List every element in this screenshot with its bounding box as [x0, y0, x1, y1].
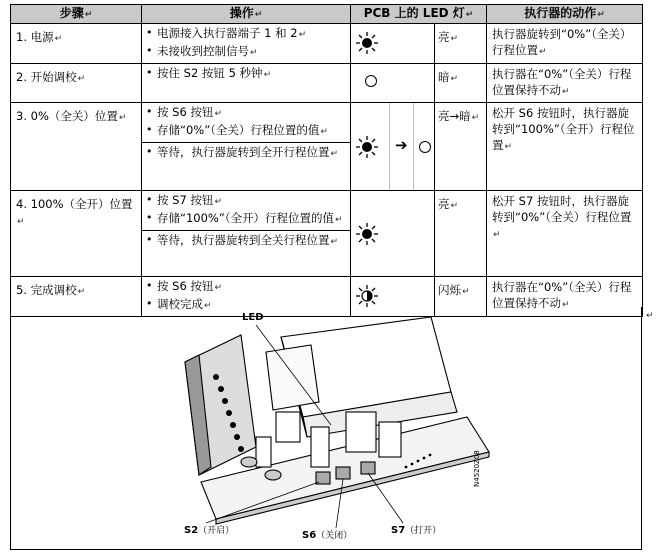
right-arrow-icon: ➔	[395, 136, 408, 154]
led-state: 亮	[438, 197, 450, 211]
table-row	[11, 64, 643, 103]
led-state: 亮	[438, 30, 450, 44]
operation-list	[142, 103, 350, 142]
operation-item: • 按 S7 按钮↵	[146, 192, 346, 210]
led-on-icon	[355, 222, 379, 246]
s2-label: S2（开启）	[184, 525, 235, 536]
header-row	[11, 5, 643, 24]
header-action: 执行器的动作↵	[487, 5, 643, 24]
action-text: 执行器旋转到“0%”（全关）行程位置	[492, 27, 632, 57]
step-label: 2. 开始调校	[16, 70, 77, 84]
operation-list	[142, 64, 350, 85]
led-state-cell: 闪烁↵	[435, 277, 487, 317]
pcb-illustration	[11, 307, 643, 550]
table-row	[11, 103, 643, 191]
led-state-cell: 亮↵	[435, 24, 487, 64]
calibration-steps-table	[10, 4, 643, 317]
table-body	[11, 24, 643, 317]
table-row	[11, 191, 643, 277]
led-off-icon	[419, 141, 431, 153]
operation-list	[142, 230, 350, 252]
led-state: 暗	[438, 70, 450, 84]
led-state-cell: 亮→暗↵	[435, 103, 487, 191]
step-cell: 5. 完成调校↵	[11, 277, 142, 317]
led-on-icon	[355, 31, 379, 55]
action-text: 执行器在“0%”（全关）行程位置保持不动	[492, 67, 632, 97]
figure-code: N4520Z08	[473, 450, 481, 487]
led-blink-icon	[355, 284, 379, 308]
action-cell: 执行器在“0%”（全关）行程位置保持不动↵	[487, 277, 643, 317]
operation-item: • 按 S6 按钮↵	[146, 278, 346, 296]
operation-item: • 存储“100%”（全开）行程位置的值↵	[146, 210, 346, 228]
pcb-figure	[10, 307, 642, 550]
operation-list	[142, 191, 350, 230]
operation-item: • 未接收到控制信号↵	[146, 43, 346, 61]
led-cell	[351, 191, 435, 277]
header-operation: 操作↵	[142, 5, 351, 24]
led-on-icon	[355, 135, 379, 159]
step-label: 5. 完成调校	[16, 283, 77, 297]
operation-cell	[142, 64, 351, 103]
operation-item: • 调校完成↵	[146, 296, 346, 314]
operation-item: • 电源接入执行器端子 1 和 2↵	[146, 25, 346, 43]
action-text: 松开 S6 按钮时，执行器旋转到“100%”（全开）行程位置	[492, 106, 635, 152]
step-cell: 2. 开始调校↵	[11, 64, 142, 103]
led-label: LED	[242, 312, 264, 323]
operation-item: • 等待，执行器旋转到全开行程位置↵	[146, 144, 346, 162]
header-led: PCB 上的 LED 灯↵	[351, 5, 487, 24]
led-cell	[351, 64, 435, 103]
table-row	[11, 24, 643, 64]
led-state-cell: 暗↵	[435, 64, 487, 103]
operation-list	[142, 142, 350, 164]
paragraph-mark: ↵	[646, 311, 654, 321]
led-state: 亮→暗	[438, 109, 471, 123]
action-text: 执行器在“0%”（全关）行程位置保持不动	[492, 280, 632, 310]
header-step: 步骤↵	[11, 5, 142, 24]
operation-list	[142, 24, 350, 63]
action-text: 松开 S7 按钮时，执行器旋转到“0%”（全关）行程位置	[492, 194, 632, 224]
action-cell: 松开 S6 按钮时，执行器旋转到“100%”（全开）行程位置↵	[487, 103, 643, 191]
led-cell	[351, 103, 435, 191]
led-state-cell: 亮↵	[435, 191, 487, 277]
action-cell: 松开 S7 按钮时，执行器旋转到“0%”（全关）行程位置↵	[487, 191, 643, 277]
s6-label: S6（关闭）	[302, 530, 353, 541]
operation-cell	[142, 24, 351, 64]
s7-label: S7（打开）	[391, 525, 442, 536]
led-cell	[351, 24, 435, 64]
operation-item: • 按 S6 按钮↵	[146, 104, 346, 122]
action-cell: 执行器在“0%”（全关）行程位置保持不动↵	[487, 64, 643, 103]
operation-item: • 按住 S2 按钮 5 秒钟↵	[146, 65, 346, 83]
step-label: 1. 电源	[16, 30, 54, 44]
step-label: 3. 0%（全关）位置	[16, 109, 118, 123]
operation-item: • 等待，执行器旋转到全关行程位置↵	[146, 232, 346, 250]
step-label: 4. 100%（全开）位置	[16, 197, 133, 211]
step-cell: 4. 100%（全开）位置↵	[11, 191, 142, 277]
step-cell: 1. 电源↵	[11, 24, 142, 64]
led-off-icon	[365, 75, 377, 87]
operation-cell	[142, 103, 351, 191]
operation-cell	[142, 191, 351, 277]
step-cell: 3. 0%（全关）位置↵	[11, 103, 142, 191]
operation-item: • 存储“0%”（全关）行程位置的值↵	[146, 122, 346, 140]
action-cell: 执行器旋转到“0%”（全关）行程位置↵	[487, 24, 643, 64]
led-state: 闪烁	[438, 283, 461, 297]
